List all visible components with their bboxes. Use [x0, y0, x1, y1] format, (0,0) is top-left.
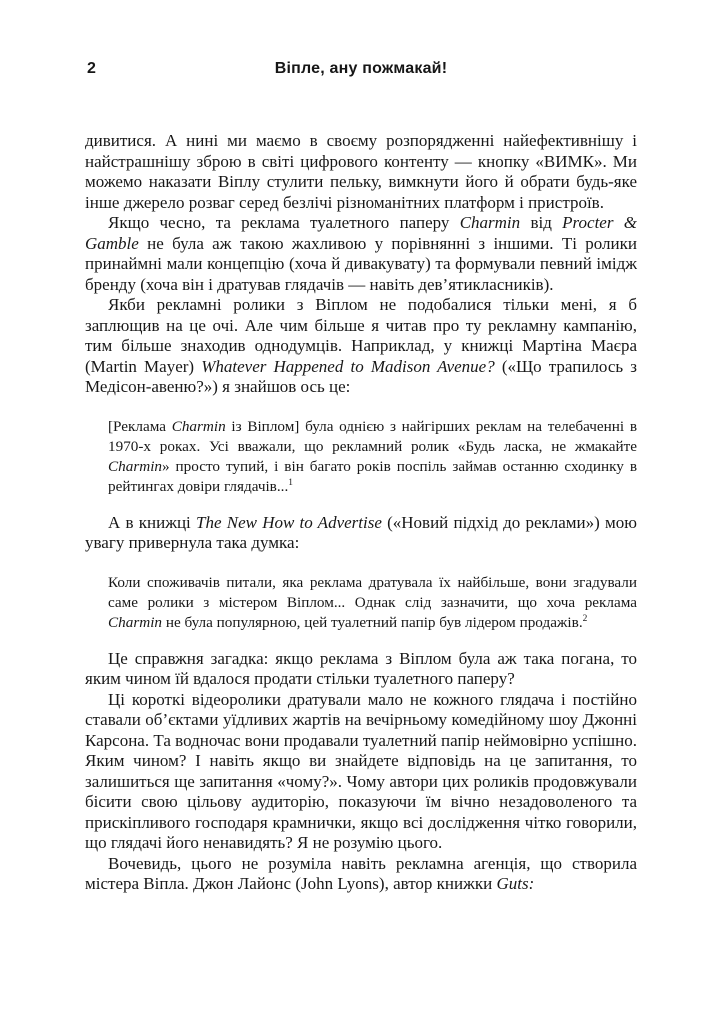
paragraph: [85, 213, 637, 295]
text-run: » просто тупий, і він багато років поспіль займав останню сходинку в рейтингах довіри глядачів...: [108, 457, 637, 495]
paragraph: [85, 649, 637, 690]
page-number: 2: [87, 60, 97, 77]
paragraph: [85, 854, 637, 895]
running-head-title: Віпле, ану пожмакай!: [274, 60, 448, 77]
italic-text: The New How to Advertise: [196, 512, 382, 532]
blockquote: [108, 573, 637, 633]
text-run: дивитися. А нині ми маємо в своєму розпорядженні найефективнішу і найстрашнішу зброю в світі цифрового контенту — кнопку «ВИМК». Ми можемо наказати Віплу стулити пельку, вимкнути його й обрати будь-яке інше джерело розваг серед безлічі різноманітних платформ і пристроїв.: [85, 131, 637, 212]
text-run: [Реклама: [108, 417, 172, 435]
italic-text: Guts:: [496, 874, 535, 893]
text-run: із Віплом] була однією з найгірших реклам на телебаченні в 1970-х роках. Усі вважали, що рекламний ролик «Будь ласка, не жмакайте: [108, 417, 637, 455]
footnote-marker: 1: [288, 477, 293, 488]
text-run: Якщо чесно, та реклама туалетного паперу: [108, 213, 460, 232]
page-header: [85, 60, 637, 78]
text-run: («Що трапилось з Медісон-авеню?») я знайшов ось це:: [85, 356, 637, 396]
text-run: Вочевидь, цього не розуміла навіть рекламна агенція, що створила містера Віпла. Джон Лайонс (John Lyons), автор книжки: [85, 853, 637, 893]
text-run: не була аж такою жахливою у порівнянні з іншими. Ті ролики принаймні мали концепцію (хоча й дивакувату) та формували певний імідж бренду (хоча він і дратував глядачів — навіть дев’ятикласників).: [85, 233, 637, 294]
text-run: Якби рекламні ролики з Віплом не подобалися тільки мені, я б заплющив на це очі. Але чим більше я читав про ту рекламну кампанію, тим більше знаходив однодумців. Наприклад, у книжці Мартіна Маєра (Martin Mayer): [85, 295, 637, 376]
blockquote: [108, 417, 637, 497]
text-run: Це справжня загадка: якщо реклама з Віплом була аж така погана, то яким чином їй вдалося продати стільки туалетного паперу?: [85, 648, 637, 688]
paragraph: [85, 131, 637, 213]
paragraph: [85, 690, 637, 854]
page-body: [85, 131, 637, 895]
text-run: від: [520, 213, 563, 232]
italic-text: Charmin: [108, 613, 163, 631]
text-run: не була популярною, цей туалетний папір був лідером продажів.: [162, 613, 583, 631]
italic-text: Procter & Gamble: [85, 213, 637, 253]
text-run: Коли споживачів питали, яка реклама дратувала їх найбільше, вони згадували саме ролики з містером Віплом... Однак слід зазначити, що хоча реклама: [108, 573, 637, 611]
text-run: («Новий підхід до реклами») мою увагу привернула така думка:: [85, 512, 637, 552]
text-run: Ці короткі відеоролики дратували мало не кожного глядача і постійно ставали об’єктами уїдливих жартів на вечірньому комедійному шоу Джонні Карсона. Та водночас вони продавали туалетний папір неймовірно успішно. Яким чином? І навіть якщо ви знайдете відповідь на це запитання, то залишиться ще запитання «чому?». Чому автори цих роликів продовжували бісити свою цільову аудиторію, показуючи їм вічно незадоволеного та прискіпливого господаря крамнички, якщо всі дослідження чітко говорили, що глядачі його ненавидять? Я не розумію цього.: [85, 689, 637, 852]
italic-text: Charmin: [459, 213, 521, 232]
italic-text: Whatever Happened to Madison Avenue?: [201, 356, 495, 376]
text-run: А в книжці: [108, 512, 197, 532]
paragraph: [85, 295, 637, 398]
footnote-marker: 2: [582, 613, 588, 624]
italic-text: Charmin: [108, 457, 163, 475]
paragraph: [85, 513, 637, 554]
italic-text: Charmin: [171, 417, 226, 435]
